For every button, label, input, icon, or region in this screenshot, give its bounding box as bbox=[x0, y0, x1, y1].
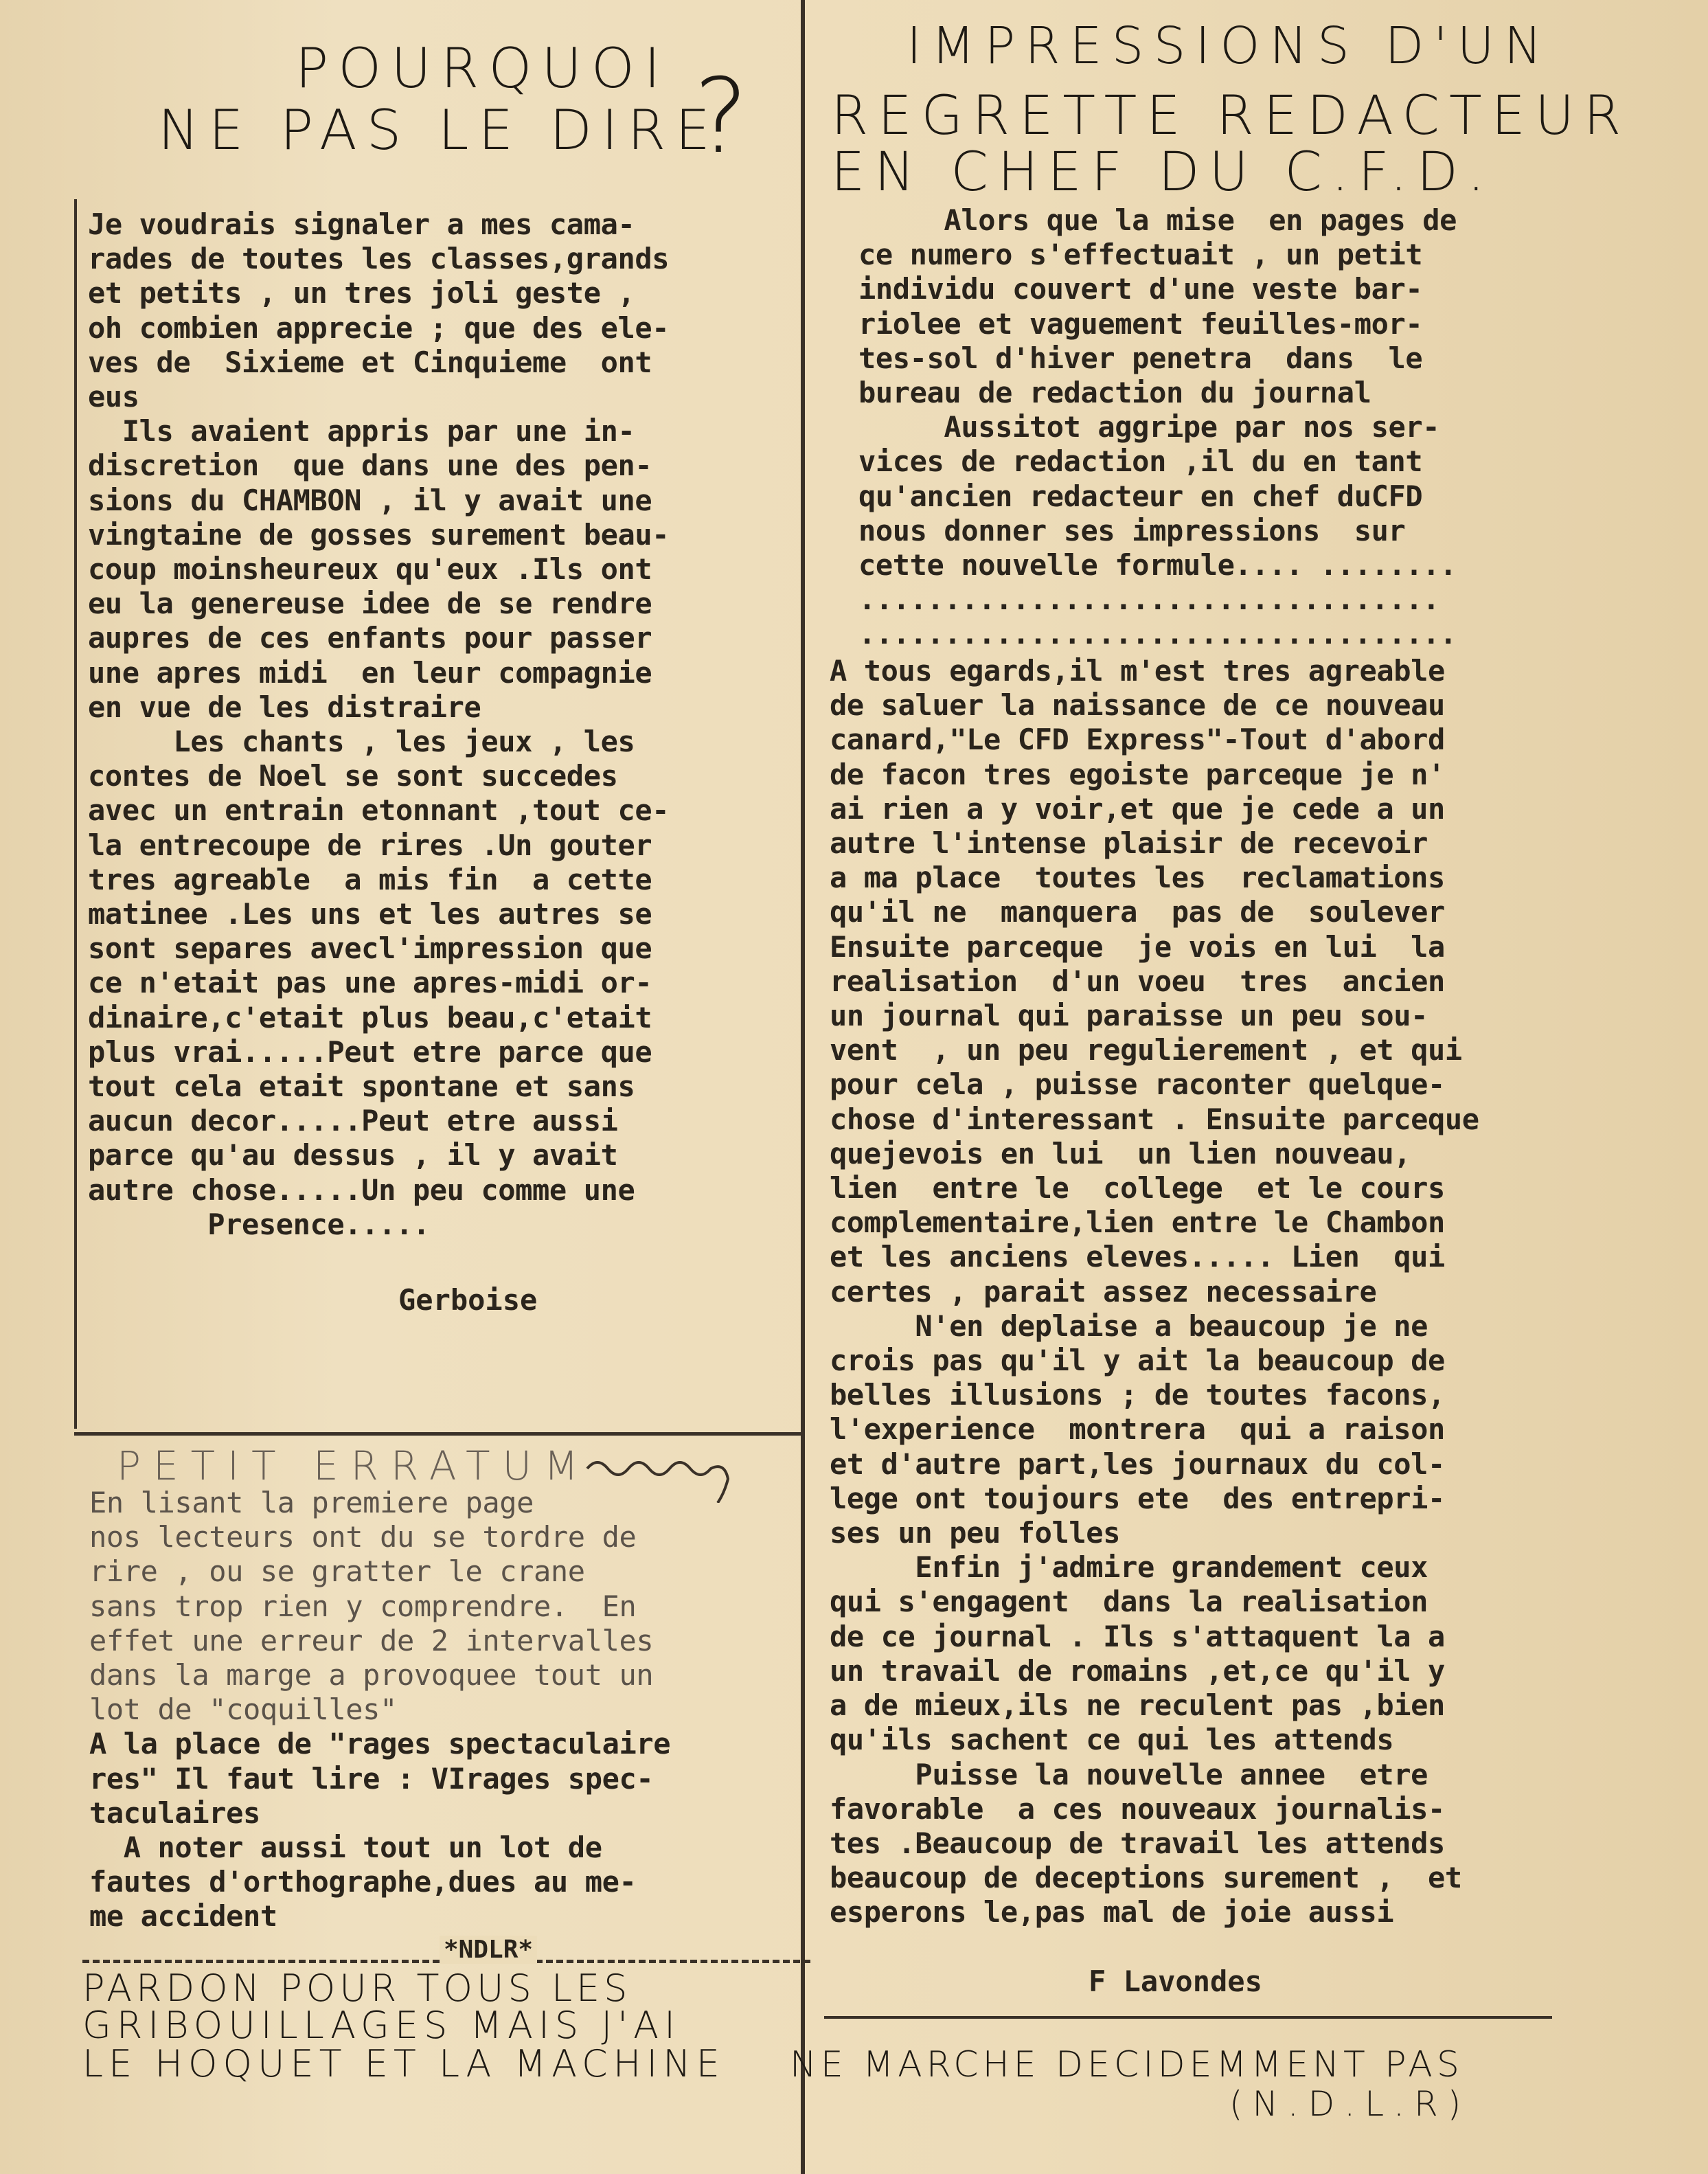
article-line: belles illusions ; de toutes facons, bbox=[830, 1378, 1445, 1412]
article-line: crois pas qu'il y ait la beaucoup de bbox=[830, 1344, 1445, 1378]
article-line: coup moinsheureux qu'eux .Ils ont bbox=[88, 552, 652, 587]
intro-line: riolee et vaguement feuilles-mor- bbox=[858, 306, 1423, 341]
article-line: complementaire,lien entre le Chambon bbox=[830, 1205, 1445, 1240]
erratum-line: nos lecteurs ont du se tordre de bbox=[89, 1520, 637, 1554]
article-line: lege ont toujours ete des entrepri- bbox=[830, 1481, 1445, 1515]
intro-line: vices de redaction ,il du en tant bbox=[858, 444, 1423, 479]
right-title-line3: EN CHEF DU C.F.D. bbox=[831, 141, 1494, 203]
article-line: Ils avaient appris par une in- bbox=[88, 414, 635, 449]
erratum-body bbox=[89, 1486, 797, 1934]
article-line: la entrecoupe de rires .Un gouter bbox=[88, 828, 652, 862]
erratum-line: taculaires bbox=[89, 1796, 260, 1830]
article-line: Puisse la nouvelle annee etre bbox=[830, 1757, 1428, 1791]
article-line: rades de toutes les classes,grands bbox=[88, 242, 670, 276]
article-line: esperons le,pas mal de joie aussi bbox=[830, 1895, 1394, 1929]
erratum-line: rire , ou se gratter le crane bbox=[89, 1554, 585, 1589]
intro-line: .................................. bbox=[858, 582, 1440, 617]
article-line: eus bbox=[88, 380, 139, 414]
article-line: tres agreable a mis fin a cette bbox=[88, 862, 652, 896]
article-line: aupres de ces enfants pour passer bbox=[88, 621, 652, 655]
intro-line: ................................... bbox=[858, 617, 1457, 651]
article-line: Presence..... bbox=[88, 1207, 430, 1241]
erratum-line: dans la marge a provoquee tout un bbox=[89, 1658, 654, 1692]
article-line: Enfin j'admire grandement ceux bbox=[830, 1550, 1428, 1585]
article-line: realisation d'un voeu tres ancien bbox=[830, 964, 1445, 998]
erratum-line: sans trop rien y comprendre. En bbox=[89, 1589, 637, 1623]
article-line: et petits , un tres joli geste , bbox=[88, 276, 635, 310]
article-line: ves de Sixieme et Cinquieme ont bbox=[88, 345, 652, 379]
article-line: vingtaine de gosses surement beau- bbox=[88, 517, 670, 552]
article-line: tout cela etait spontane et sans bbox=[88, 1069, 635, 1104]
article-line: qu'il ne manquera pas de soulever bbox=[830, 895, 1445, 929]
article-line: favorable a ces nouveaux journalis- bbox=[830, 1791, 1445, 1826]
handwritten-note-line2: GRIBOUILLAGES MAIS J'AI bbox=[82, 2004, 681, 2047]
right-signature: F Lavondes bbox=[1089, 1964, 1262, 1998]
intro-line: cette nouvelle formule.... ........ bbox=[858, 548, 1457, 582]
ndlr-label: *NDLR* bbox=[440, 1936, 537, 1964]
erratum-line: lot de "coquilles" bbox=[89, 1692, 397, 1727]
left-title-line2: NE PAS LE DIRE bbox=[158, 98, 720, 162]
article-line: a ma place toutes les reclamations bbox=[830, 861, 1445, 895]
handwritten-note-line1: PARDON POUR TOUS LES bbox=[82, 1967, 632, 2010]
intro-line: nous donner ses impressions sur bbox=[858, 513, 1406, 547]
handwritten-note-line3b: NE MARCHE DECIDEMMENT PAS bbox=[790, 2044, 1464, 2085]
erratum-line: effet une erreur de 2 intervalles bbox=[89, 1623, 654, 1657]
right-title-line1: IMPRESSIONS D'UN bbox=[907, 16, 1552, 76]
article-line: aucun decor.....Peut etre aussi bbox=[88, 1104, 618, 1138]
erratum-title: PETIT ERRATUM bbox=[117, 1442, 591, 1489]
article-line: un journal qui paraisse un peu sou- bbox=[830, 999, 1428, 1033]
right-article bbox=[830, 654, 1695, 1930]
right-signature-rule bbox=[824, 2016, 1552, 2019]
intro-line: Aussitot aggripe par nos ser- bbox=[858, 410, 1440, 444]
article-line: Ensuite parceque je vois en lui la bbox=[830, 929, 1445, 964]
article-line: plus vrai.....Peut etre parce que bbox=[88, 1034, 652, 1069]
article-line: oh combien apprecie ; que des ele- bbox=[88, 310, 670, 345]
intro-line: ce numero s'effectuait , un petit bbox=[858, 238, 1423, 272]
erratum-divider bbox=[74, 1432, 804, 1436]
article-line: chose d'interessant . Ensuite parceque bbox=[830, 1102, 1479, 1136]
article-line: autre chose.....Un peu comme une bbox=[88, 1173, 635, 1207]
article-line: dinaire,c'etait plus beau,c'etait bbox=[88, 1000, 652, 1034]
article-line: discretion que dans une des pen- bbox=[88, 449, 652, 483]
article-line: tes .Beaucoup de travail les attends bbox=[830, 1826, 1445, 1860]
article-line: et d'autre part,les journaux du col- bbox=[830, 1447, 1445, 1481]
erratum-line: res" Il faut lire : VIrages spec- bbox=[89, 1761, 654, 1796]
left-title-line1: POURQUOI bbox=[295, 36, 670, 100]
article-line: avec un entrain etonnant ,tout ce- bbox=[88, 793, 670, 828]
article-line: qui s'engagent dans la realisation bbox=[830, 1585, 1428, 1619]
article-line: de saluer la naissance de ce nouveau bbox=[830, 688, 1445, 723]
article-line: eu la genereuse idee de se rendre bbox=[88, 587, 652, 621]
article-line: Les chants , les jeux , les bbox=[88, 725, 635, 759]
right-title-line2: REGRETTE REDACTEUR bbox=[831, 85, 1631, 147]
left-signature: Gerboise bbox=[398, 1283, 538, 1317]
article-line: sont separes avecl'impression que bbox=[88, 931, 652, 966]
article-line: matinee .Les uns et les autres se bbox=[88, 897, 652, 931]
left-title-question-mark: ? bbox=[694, 57, 749, 177]
article-line: parce qu'au dessus , il y avait bbox=[88, 1138, 618, 1173]
article-line: contes de Noel se sont succedes bbox=[88, 759, 618, 793]
article-line: qu'ils sachent ce qui les attends bbox=[830, 1723, 1394, 1757]
article-line: Je voudrais signaler a mes cama- bbox=[88, 207, 635, 241]
intro-line: tes-sol d'hiver penetra dans le bbox=[858, 341, 1423, 375]
article-line: pour cela , puisse raconter quelque- bbox=[830, 1067, 1445, 1102]
article-line: de facon tres egoiste parceque je n' bbox=[830, 757, 1445, 791]
intro-line: bureau de redaction du journal bbox=[858, 376, 1371, 410]
article-line: certes , parait assez necessaire bbox=[830, 1274, 1377, 1309]
article-line: de ce journal . Ils s'attaquent la a bbox=[830, 1619, 1445, 1653]
article-line: lien entre le college et le cours bbox=[830, 1171, 1445, 1205]
article-line: A tous egards,il m'est tres agreable bbox=[830, 654, 1445, 688]
erratum-line: me accident bbox=[89, 1899, 277, 1934]
article-line: N'en deplaise a beaucoup je ne bbox=[830, 1309, 1428, 1343]
article-line: ce n'etait pas une apres-midi or- bbox=[88, 966, 652, 1000]
erratum-line: A noter aussi tout un lot de bbox=[89, 1831, 602, 1865]
left-margin-rule bbox=[74, 199, 77, 1429]
handwritten-note-line4: (N.D.L.R) bbox=[1229, 2084, 1471, 2124]
article-line: ses un peu folles bbox=[830, 1516, 1121, 1550]
article-line: ai rien a y voir,et que je cede a un bbox=[830, 791, 1445, 826]
article-line: a de mieux,ils ne reculent pas ,bien bbox=[830, 1688, 1445, 1723]
left-article bbox=[88, 207, 795, 1242]
center-column-divider bbox=[801, 0, 805, 2174]
intro-line: qu'ancien redacteur en chef duCFD bbox=[858, 479, 1423, 513]
erratum-line: En lisant la premiere page bbox=[89, 1486, 534, 1519]
article-line: une apres midi en leur compagnie bbox=[88, 655, 652, 690]
intro-line: individu couvert d'une veste bar- bbox=[858, 272, 1423, 306]
article-line: en vue de les distraire bbox=[88, 690, 481, 724]
article-line: autre l'intense plaisir de recevoir bbox=[830, 826, 1428, 861]
article-line: vent , un peu regulierement , et qui bbox=[830, 1033, 1462, 1067]
article-line: l'experience montrera qui a raison bbox=[830, 1412, 1445, 1447]
article-line: quejevois en lui un lien nouveau, bbox=[830, 1136, 1411, 1170]
article-line: beaucoup de deceptions surement , et bbox=[830, 1861, 1462, 1895]
right-intro bbox=[858, 203, 1683, 652]
handwritten-note-line3: LE HOQUET ET LA MACHINE bbox=[82, 2042, 725, 2085]
article-line: canard,"Le CFD Express"-Tout d'abord bbox=[830, 723, 1445, 757]
intro-line: Alors que la mise en pages de bbox=[858, 203, 1457, 237]
article-line: un travail de romains ,et,ce qu'il y bbox=[830, 1653, 1445, 1688]
article-line: et les anciens eleves..... Lien qui bbox=[830, 1240, 1445, 1274]
erratum-line: A la place de "rages spectaculaire bbox=[89, 1727, 671, 1761]
article-line: sions du CHAMBON , il y avait une bbox=[88, 483, 652, 517]
erratum-line: fautes d'orthographe,dues au me- bbox=[89, 1865, 637, 1899]
